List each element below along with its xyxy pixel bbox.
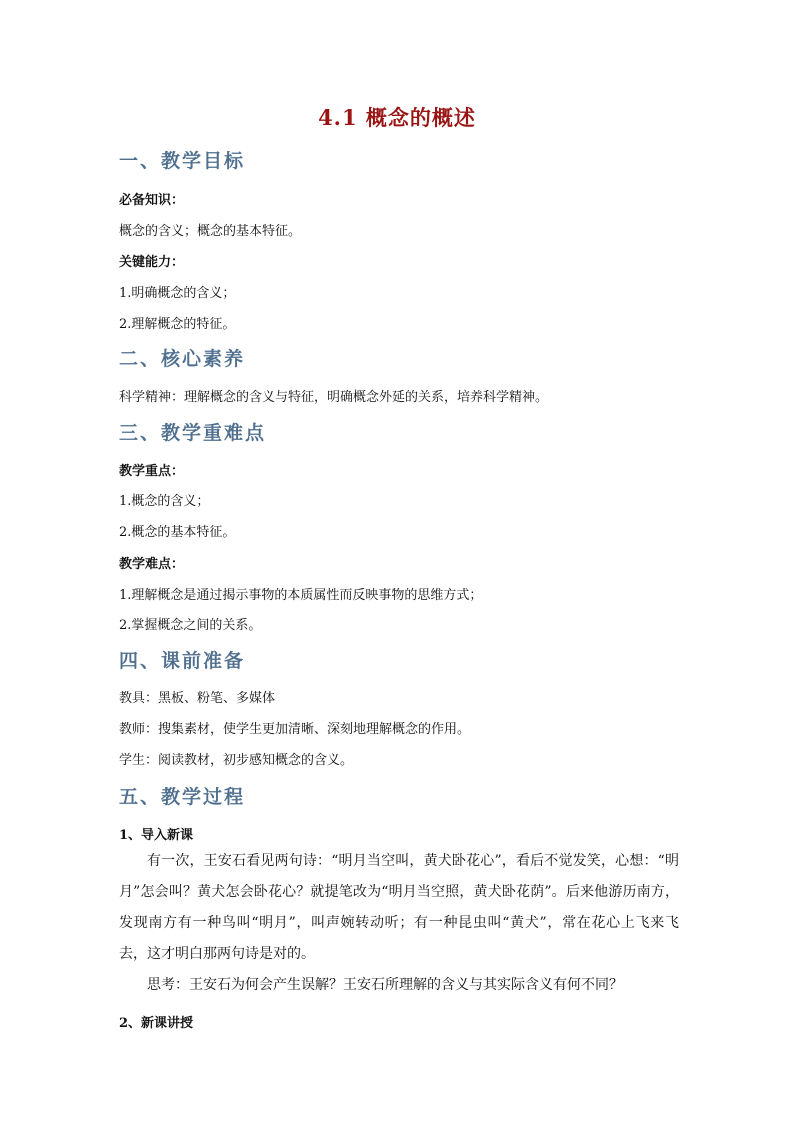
label-teaching-focus: 教学重点： [119, 464, 185, 479]
label-key-ability: 关键能力： [119, 255, 185, 270]
heading-teaching-process: 五、教学过程 [119, 786, 246, 808]
heading-core-literacy: 二、核心素养 [119, 348, 246, 370]
think-question-paragraph: 思考：王安石为何会产生误解？王安石所理解的含义与其实际含义有何不同？ [147, 977, 623, 993]
prep-item-teacher: 教师：搜集素材，使学生更加清晰、深刻地理解概念的作用。 [119, 722, 471, 737]
heading-teaching-goals: 一、教学目标 [119, 150, 246, 172]
prep-item-student: 学生：阅读教材，初步感知概念的含义。 [119, 753, 354, 768]
difficulty-item-2: 2.掌握概念之间的关系。 [119, 618, 262, 633]
prep-item-tools: 教具：黑板、粉笔、多媒体 [119, 691, 276, 706]
label-teaching-difficulty: 教学难点： [119, 557, 185, 572]
ability-item-2: 2.理解概念的特征。 [119, 317, 236, 332]
document-title: 4.1 概念的概述 [318, 105, 476, 130]
text-required-knowledge: 概念的含义；概念的基本特征。 [119, 224, 302, 239]
ability-item-1: 1.明确概念的含义； [119, 286, 236, 301]
focus-item-1: 1.概念的含义； [119, 494, 210, 509]
text-core-literacy: 科学精神：理解概念的含义与特征，明确概念外延的关系，培养科学精神。 [119, 390, 549, 405]
difficulty-item-1: 1.理解概念是通过揭示事物的本质属性而反映事物的思维方式； [119, 588, 483, 603]
label-step-2-new-lesson: 2、新课讲授 [119, 1016, 194, 1031]
label-step-1-intro: 1、导入新课 [119, 828, 194, 843]
heading-preparation: 四、课前准备 [119, 650, 246, 672]
label-required-knowledge: 必备知识： [119, 193, 185, 208]
heading-key-difficult-points: 三、教学重难点 [119, 422, 267, 444]
intro-story-paragraph: 有一次，王安石看见两句诗：“明月当空叫，黄犬卧花心”，看后不觉发笑，心想：“明月”怎会叫？黄犬怎会卧花心？就提笔改为“明月当空照，黄犬卧花荫”。后来他游历南方，发现南方有一种鸟叫“明月”，叫声婉转动听；有一种昆虫叫“黄犬”，常在花心上飞来飞去，这才明白那两句诗是对的。 [119, 853, 679, 962]
focus-item-2: 2.概念的基本特征。 [119, 525, 236, 540]
